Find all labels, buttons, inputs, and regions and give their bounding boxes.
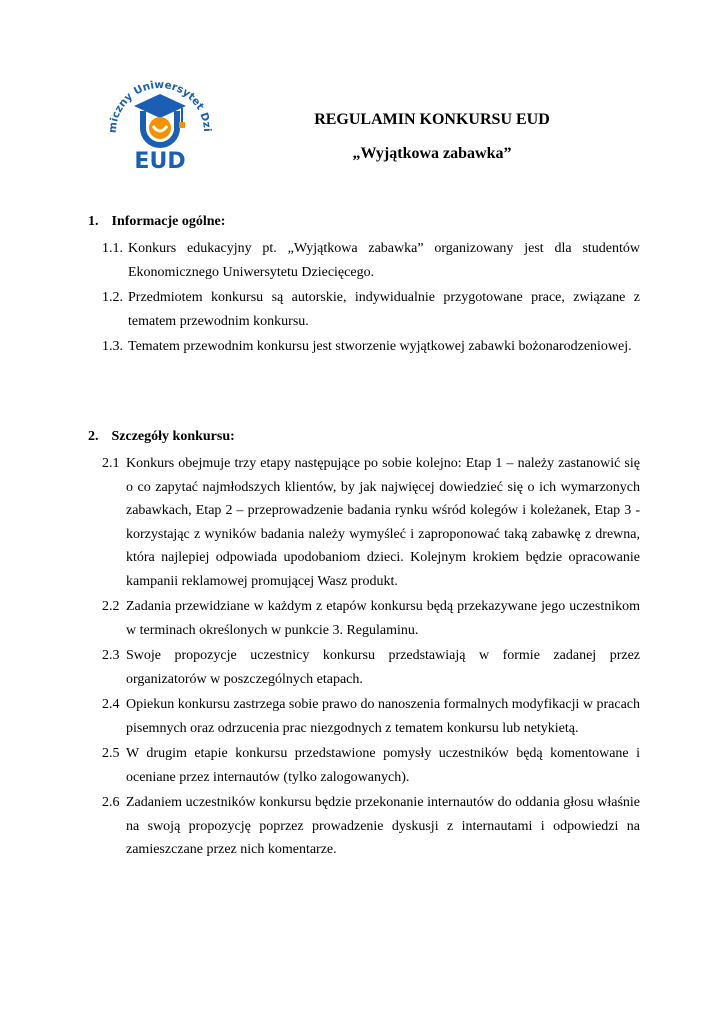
logo-abbr: EUD — [134, 149, 186, 174]
item-text: Konkurs edukacyjny pt. „Wyjątkowa zabawka” organizowany jest dla studentów Ekonomicznego Uniwersytetu Dziecięcego. — [128, 241, 640, 280]
eud-logo — [100, 66, 220, 186]
item-text: Zadaniem uczestników konkursu będzie przekonanie internautów do oddania głosu właśnie na swoją propozycję poprzez prowadzenie dyskusji z internautami i odpowiedzi na zamieszczane przez nich komentarze. — [126, 795, 640, 857]
item-text: Zadania przewidziane w każdym z etapów konkursu będą przekazywane jego uczestnikom w terminach określonych w punkcie 3. Regulaminu. — [126, 599, 640, 638]
section-competition-details — [88, 428, 640, 864]
section-heading — [88, 428, 640, 446]
item-text: W drugim etapie konkursu przedstawione pomysły uczestników będą komentowane i oceniane przez internautów (tylko zalogowanych). — [126, 746, 640, 785]
section-title: Szczegóły konkursu: — [111, 429, 235, 444]
eud-logo-graphic — [100, 66, 220, 186]
item-number: 2.5 — [102, 746, 120, 761]
section-title: Informacje ogólne: — [111, 214, 226, 229]
list-item — [88, 742, 640, 789]
item-number: 2.4 — [102, 697, 120, 712]
list-item — [88, 791, 640, 862]
item-number: 2.6 — [102, 795, 120, 810]
list-item — [88, 693, 640, 740]
item-number: 1.1. — [102, 241, 123, 256]
logo-arc-text: miczny Uniwersytet Dzi — [106, 78, 214, 134]
document-title: REGULAMIN KONKURSU EUD — [314, 111, 550, 128]
item-number: 1.2. — [102, 290, 123, 305]
section-general-information — [88, 213, 640, 361]
title-block — [262, 110, 602, 164]
list-item — [88, 595, 640, 642]
list-item — [88, 237, 640, 284]
smile-icon — [149, 117, 171, 139]
item-number: 1.3. — [102, 339, 123, 354]
item-number: 2.2 — [102, 599, 120, 614]
section-number: 1. — [88, 214, 99, 229]
section-number: 2. — [88, 429, 99, 444]
item-text: Konkurs obejmuje trzy etapy następujące po sobie kolejno: Etap 1 – należy zastanowić się o co zapytać najmłodszych klientów, by jak najwięcej dowiedzieć się o ich wymarzonych zabawkach, Etap 2 – przeprowadzenie badania rynku wśród kolegów i koleżanek, Etap 3 - korzystając z wyników badania należy wymyśleć i zaproponować taką zabawkę z drewna, która najlepiej odpowiada upodobaniom dzieci. Kolejnym krokiem będzie opracowanie kampanii reklamowej promującej Wasz produkt. — [126, 456, 640, 589]
document-subtitle: „Wyjątkowa zabawka” — [352, 145, 512, 162]
item-number: 2.1 — [102, 456, 120, 471]
list-item — [88, 335, 640, 359]
section-heading — [88, 213, 640, 231]
list-item — [88, 644, 640, 691]
list-item — [88, 452, 640, 593]
item-text: Przedmiotem konkursu są autorskie, indywidualnie przygotowane prace, związane z tematem przewodnim konkursu. — [128, 290, 640, 329]
item-number: 2.3 — [102, 648, 120, 663]
item-text: Swoje propozycje uczestnicy konkursu przedstawiają w formie zadanej przez organizatorów w poszczególnych etapach. — [126, 648, 640, 687]
item-text: Tematem przewodnim konkursu jest stworzenie wyjątkowej zabawki bożonarodzeniowej. — [128, 339, 632, 354]
list-item — [88, 286, 640, 333]
item-text: Opiekun konkursu zastrzega sobie prawo do nanoszenia formalnych modyfikacji w pracach pisemnych oraz odrzucenia prac niezgodnych z tematem konkursu lub netykietą. — [126, 697, 640, 736]
